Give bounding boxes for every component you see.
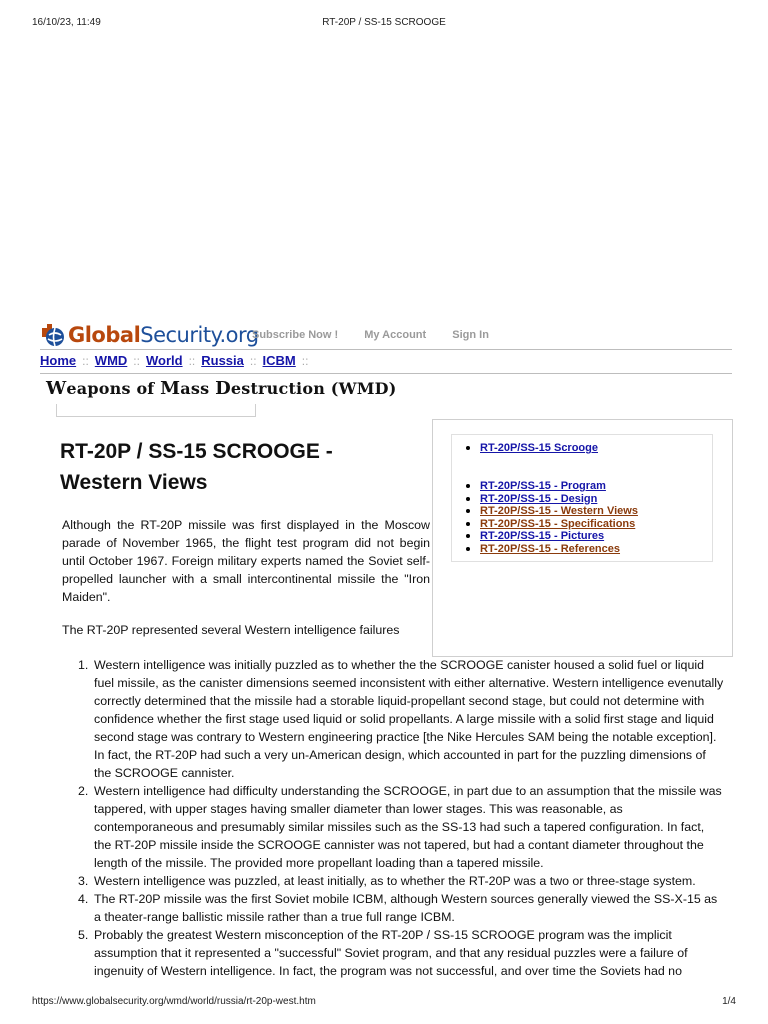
logo-text-global: Global: [68, 323, 141, 347]
list-item: [462, 442, 598, 455]
nav-divider: [40, 373, 732, 374]
list-item: [462, 530, 638, 543]
print-footer: [32, 996, 736, 1008]
list-item: [462, 518, 638, 531]
sidebar-link-scrooge[interactable]: RT-20P/SS-15 Scroogе: [480, 442, 598, 454]
breadcrumb-separator: ::: [249, 354, 257, 368]
breadcrumb-separator: ::: [188, 354, 196, 368]
print-header: [32, 17, 736, 29]
sign-in-link[interactable]: Sign In: [452, 329, 489, 341]
breadcrumb-separator: ::: [82, 354, 89, 368]
bullet-icon: [466, 522, 470, 526]
subscribe-link[interactable]: Subscribe Now !: [252, 329, 339, 341]
list-item: [462, 505, 638, 518]
failures-list: [74, 656, 724, 980]
list-item: 2. Western intelligence had difficulty understanding the SCROOGE, in part due to an assumption that the missile was tappered, with upper stages having smaller diameter than lower stages. This was reasonable, as contemporaneous and presumably similar missiles such as the SS-13 had such a tapered configuration. In fact, the RT-20P missile inside the SCROOGE cannister was not tapered, but had a contant diameter throughout the length of the missile. The provided more propellant loading than a tapered missile.: [78, 784, 722, 870]
list-item: 4. The RT-20P missile was the first Soviet mobile ICBM, although Western sources generally viewed the SS-X-15 as a theater-range ballistic missile rather than a true full range ICBM.: [78, 892, 718, 924]
account-links: [252, 329, 512, 341]
logo-text: [68, 323, 259, 347]
sidebar-link-references[interactable]: RT-20P/SS-15 - References: [480, 542, 621, 555]
site-logo[interactable]: [40, 322, 259, 348]
sidebar-link-specifications[interactable]: RT-20P/SS-15 - Specifications: [480, 517, 636, 530]
sidebar-link-pictures[interactable]: RT-20P/SS-15 - Pictures: [480, 530, 605, 542]
page-number: 1/4: [722, 996, 736, 1007]
breadcrumb-separator: ::: [301, 354, 309, 368]
my-account-link[interactable]: My Account: [364, 329, 427, 341]
bullet-icon: [466, 509, 470, 513]
sidebar-link-program[interactable]: RT-20P/SS-15 - Program: [480, 480, 606, 492]
related-links-box: [451, 434, 713, 562]
failures-lead-paragraph: The RT-20P represented several Western intelligence failures: [62, 623, 400, 637]
bullet-icon: [466, 547, 470, 551]
breadcrumb-icbm[interactable]: ICBM: [262, 353, 296, 368]
related-links-top: [462, 442, 598, 455]
page-title: RT-20P / SS-15 SCROOGE - Western Views: [60, 440, 333, 494]
list-item: 1. Western intelligence was initially puzzled as to whether the the SCROOGE canister housed a solid fuel or liquid fuel missile, as the canister dimensions seemed inconsistent with either alternative. Western intelligence evenutally correctly determined that the missile had a storable liquid-propellant second stage, but could not determine with confidence whether the first stage used liquid or solid propellants. A large missile with a solid first stage and liquid second stage was contrary to Western engineering practice [the Nike Hercules SAM being the notable exception]. In fact, the RT-20P had such a very un-American design, which accounted in part for the puzzling dimensions of the SCROOGE cannister.: [78, 658, 724, 780]
site-header: [40, 322, 732, 350]
list-item: 3. Western intelligence was puzzled, at least initially, as to whether the RT-20P was a two or three-stage system.: [78, 874, 696, 888]
list-item: [462, 493, 638, 506]
breadcrumb: [40, 353, 314, 368]
list-item: [462, 480, 638, 493]
related-links-panel: [432, 419, 733, 657]
sidebar-link-design[interactable]: RT-20P/SS-15 - Design: [480, 492, 598, 505]
print-title: RT-20P / SS-15 SCROOGE: [322, 17, 446, 28]
sidebar-link-western-views[interactable]: RT-20P/SS-15 - Western Views: [480, 505, 638, 517]
intro-paragraph: Although the RT-20P missile was first displayed in the Moscow parade of November 1965, the flight test program did not begin until October 1967. Foreign military experts named the Soviet self-propelled launcher with a small intercontinental missile the "Iron Maiden".: [62, 518, 430, 604]
globe-logo-icon: [40, 322, 66, 348]
breadcrumb-russia[interactable]: Russia: [201, 353, 244, 368]
breadcrumb-wmd[interactable]: WMD: [94, 353, 128, 368]
section-title-underbox: [56, 404, 256, 417]
print-url: https://www.globalsecurity.org/wmd/world/russia/rt-20p-west.htm: [32, 996, 316, 1007]
section-title: Weapons of Mass Destruction (WMD): [46, 378, 397, 399]
bullet-icon: [466, 446, 470, 450]
breadcrumb-home[interactable]: Home: [40, 353, 77, 368]
print-datetime: 16/10/23, 11:49: [32, 17, 101, 28]
bullet-icon: [466, 534, 470, 538]
list-item: [462, 543, 638, 556]
header-divider: [40, 349, 732, 350]
bullet-icon: [466, 484, 470, 488]
logo-text-security: Security.org: [140, 323, 259, 347]
breadcrumb-separator: ::: [133, 354, 140, 368]
related-links-list: [462, 480, 638, 555]
breadcrumb-world[interactable]: World: [145, 353, 183, 368]
list-item: 5. Probably the greatest Western misconception of the RT-20P / SS-15 SCROOGE program was the implicit assumption that it represented a "successful" Soviet program, and that any residual puzzles were a failure of ingenuity of Western intelligence. In fact, the program was not successful, and over time the Soviets had no: [78, 928, 688, 978]
bullet-icon: [466, 497, 470, 501]
